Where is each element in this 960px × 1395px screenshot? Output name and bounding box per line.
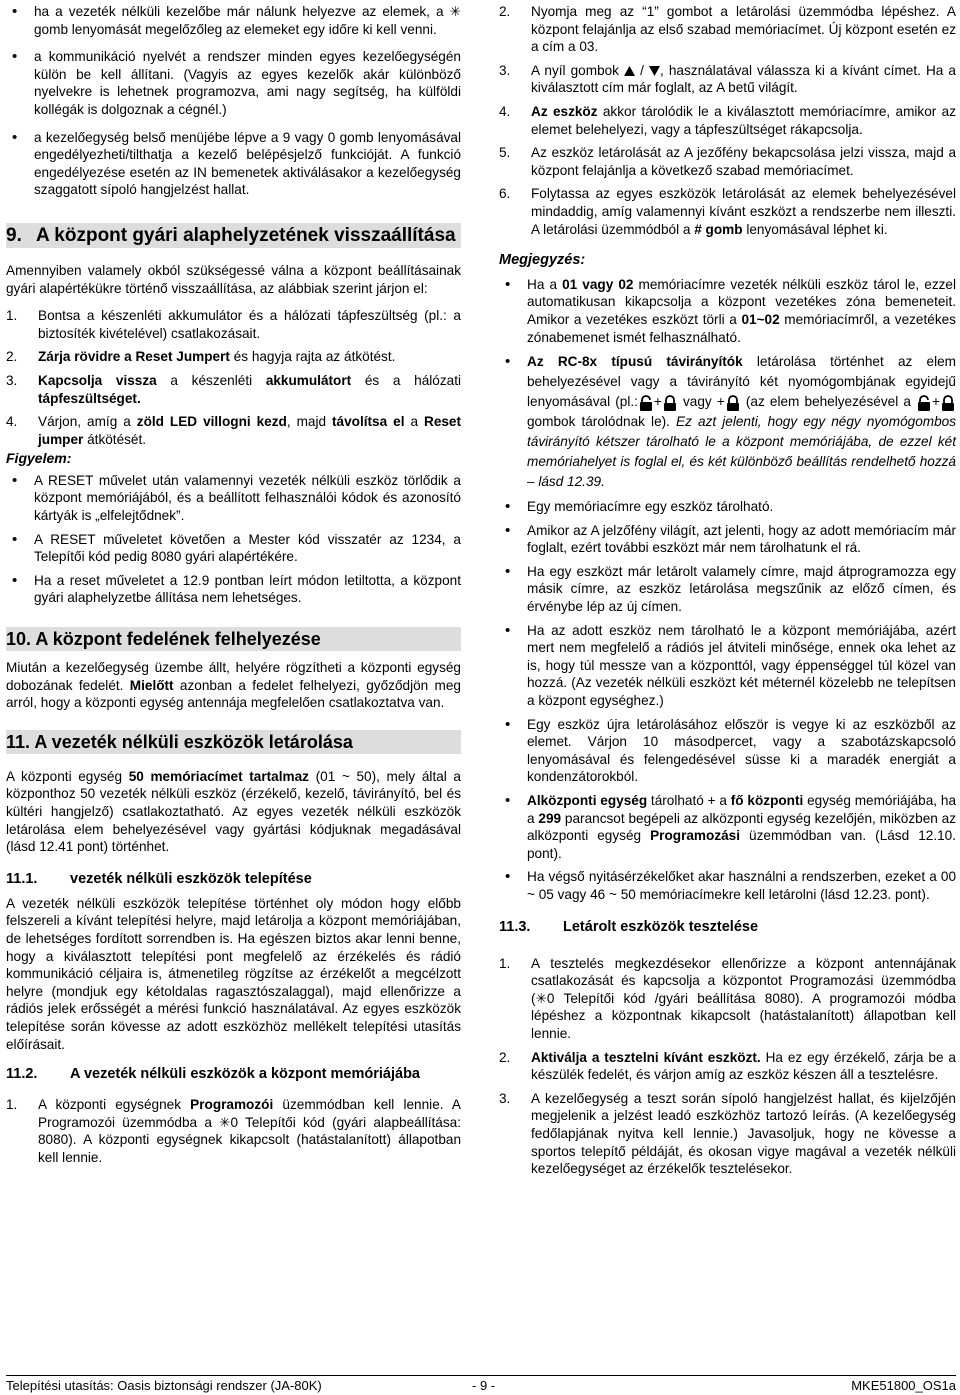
bullet-text: letárolása történhet az elem behelyezésével vagy a távirányító két nyomógombjának egyidejű lenyomásával (pl.: bbox=[527, 354, 957, 410]
step-emphasis: zöld LED villogni kezd bbox=[136, 414, 287, 430]
step-emphasis: Kapcsolja vissza bbox=[38, 372, 157, 388]
step-item: 2. Nyomja meg az “1” gombot a letárolási üzemmódba lépéshez. A központ felajánlja az első szabad memóriacímet. Új központ esetén ez a cím a 03. bbox=[499, 4, 956, 55]
bullet-text: Egy eszköz újra letárolásához először is vegye ki az eszközből az elemet. Várjon 10 másodpercet, vagy a szabotázskapcsoló lenyomásával és felengedésével süsse ki a maradék energiát a kondenzátorokból. bbox=[527, 716, 956, 785]
step-text: , majd bbox=[286, 414, 333, 430]
step-emphasis: tápfeszültséget. bbox=[38, 390, 141, 406]
figyelem-label: Figyelem: bbox=[6, 450, 72, 467]
bullet-text: Amikor az A jelzőfény világít, azt jelenti, hogy az adott memóriacím már foglalt, ezért további eszközt már nem tárolhatunk el rá. bbox=[527, 522, 956, 556]
step-text: üzemmódban kell lennie. A Programozói üzemmódba a ✳0 Telepítői kód (gyári alapbeállítása: 8080). A központi egységnek kikapcsolt (hatástalanított) állapotban kell lennie. bbox=[38, 1097, 461, 1165]
section-9-intro: Amennyiben valamely okból szükségessé válna a központ beállításainak gyári alapértékükre történő visszaállítása, az alábbiak szerint járjon el: bbox=[6, 262, 461, 296]
unlock-icon bbox=[916, 395, 932, 411]
section-title: A vezeték nélküli eszközök a központ memóriájába bbox=[70, 1066, 420, 1083]
bullet-emphasis: 01 vagy 02 bbox=[562, 276, 634, 292]
paragraph-text: Miután a kezelőegység üzembe állt, helyére rögzítheti a központi egység dobozának fedelét. bbox=[6, 660, 461, 693]
bullet-text: Ha a bbox=[527, 276, 563, 292]
step-item: 1. Bontsa a készenléti akkumulátor és a hálózati tápfeszültség (pl.: a biztosíték kivételével) csatlakozásait. bbox=[6, 308, 461, 341]
section-number: 11.2. bbox=[6, 1066, 38, 1083]
bullet-text: A RESET művelet után valamennyi vezeték nélküli eszköz törlődik a központ memóriájából, és a beállított felhasználói kódok és azonosító kártyák is „elfelejtődnek”. bbox=[34, 472, 461, 524]
section-number: 11. bbox=[6, 731, 31, 752]
step-text: / bbox=[635, 62, 649, 78]
bullet-item bbox=[6, 48, 461, 118]
step-text: és hagyja rajta az átkötést. bbox=[229, 349, 396, 365]
bullet-item bbox=[499, 563, 956, 616]
lock-icon bbox=[662, 395, 678, 411]
bullet-item bbox=[6, 472, 461, 525]
step-text: akkor tárolódik le a kiválasztott memóriacímre, amikor az elemet belehelyezi, vagy a tápfeszültséget rákapcsolja. bbox=[531, 103, 957, 137]
step-emphasis: Az eszköz bbox=[531, 103, 598, 119]
unlock-icon bbox=[638, 395, 654, 411]
step-emphasis: # gomb bbox=[694, 221, 743, 237]
bullet-emphasis: 299 bbox=[538, 810, 562, 826]
step-text: A tesztelés megkezdésekor ellenőrizze a központ antennájának csatlakozását és kapcsolja a központot Programozási üzemmódba (✳0 Telepítői kód /gyári beállítása 8080). A programozói módba lépéshez a központnak kikapcsolt (hatástalanított) állapotban kell lennie. bbox=[531, 955, 956, 1041]
bullet-emphasis: 01~02 bbox=[741, 311, 780, 327]
step-item: 6. Folytassa az egyes eszközök letárolását az elemek behelyezésével mindaddig, amíg valamennyi kívánt eszközt a rendszerbe nem illeszti. A letárolási üzemmódból a # gomb lenyomásával léphet ki. bbox=[499, 186, 956, 237]
step-text: Folytassa az egyes eszközök letárolását az elemek behelyezésével mindaddig, amíg valamennyi kívánt eszközt a rendszerbe nem illeszti. A letárolási üzemmódból a bbox=[531, 186, 956, 237]
paragraph-emphasis: 50 memóriacímet tartalmaz bbox=[128, 768, 309, 784]
section-11-1-text: A vezeték nélküli eszközök telepítése történhet oly módon hogy előbb felszereli a kívánt telepítési helyre, majd letárolja a központ memóriájában, de lehetséges fordított sorrendben is. Ha egészen biztos akar lenni benne, hogy a kiválasztott telepítési pont megfelelő az érzékelés és rádió kommunikáció céljaira is, átmenetileg rögzítse az érzékelőt a megcélzott helyre (mondjuk egy kétoldalas ragasztószalaggal), majd ellenőrizze a rádiós jelek erősségét a mérési funkció használatával. Az egyes eszközök telepítése során kövesse az adott eszközhöz mellékelt telepítési utasítás előírásait. bbox=[6, 895, 461, 1052]
section-11-2-heading bbox=[6, 1065, 461, 1084]
paragraph-text: azonban a fedelet felhelyezi, győződjön meg arról, hogy a központi egység antennája megfelelően csatlakoztatva van. bbox=[6, 677, 461, 711]
bullet-item bbox=[6, 531, 461, 566]
bullet-text: A RESET műveletet követően a Mester kód visszatér az 1234, a Telepítői kód pedig 8080 gyári alapértékére. bbox=[34, 531, 461, 565]
bullet-text: egység memóriájába, ha a bbox=[527, 793, 957, 826]
bullet-item bbox=[6, 572, 461, 607]
section-9-heading bbox=[6, 223, 461, 248]
page-number: - 9 - bbox=[472, 1378, 496, 1393]
step-text: A nyíl gombok bbox=[531, 62, 625, 78]
step-text: lenyomásával léphet ki. bbox=[742, 221, 888, 237]
step-item: 5. Az eszköz letárolását az A jezőfény bekapcsolása jelzi vissza, majd a központ felajánlja a következő szabad memóriacímet. bbox=[499, 145, 956, 178]
section-title: Letárolt eszközök tesztelése bbox=[563, 918, 759, 935]
footer-rule bbox=[6, 1375, 956, 1376]
paragraph-emphasis: Mielőtt bbox=[129, 677, 174, 693]
arrow-up-icon bbox=[624, 66, 635, 76]
step-item: 1. A központi egységnek Programozói üzemmódban kell lennie. A Programozói üzemmódba a ✳0 Telepítői kód (gyári alapbeállítása: 8080). A központi egységnek kikapcsolt (hatástalanított) állapotban kell lennie. bbox=[6, 1097, 461, 1165]
bullet-emphasis: fő központi bbox=[730, 793, 804, 808]
left-column bbox=[6, 0, 461, 1167]
section-title: vezeték nélküli eszközök telepítése bbox=[70, 870, 312, 887]
step-item: 2. Zárja rövidre a Reset Jumpert és hagyja rajta az átkötést. bbox=[6, 349, 396, 365]
page-footer bbox=[6, 1378, 956, 1394]
bullet-emphasis: Programozási bbox=[650, 828, 741, 844]
step-text: Az eszköz letárolását az A jezőfény bekapcsolása jelzi vissza, majd a központ felajánlja a következő szabad memóriacímet. bbox=[531, 145, 956, 178]
footer-doc-code: MKE51800_OS1a bbox=[851, 1378, 956, 1393]
section-number: 11.3. bbox=[499, 918, 531, 935]
lock-icon bbox=[725, 395, 741, 411]
section-number: 10. bbox=[6, 629, 32, 650]
bullet-text: memóriacímre vezeték nélküli eszköz tárol le, ezzel automatikusan kikapcsolja a központ vezetékes zóna bemeneteit. Amikor a vezetékes eszközt törli a bbox=[527, 276, 956, 327]
section-title: A központ fedelének felhelyezése bbox=[35, 629, 321, 650]
bullet-text: Ha a reset műveletet a 12.9 pontban leírt módon letiltotta, a központ gyári alaphelyzetbe állítása nem lehetséges. bbox=[34, 572, 461, 606]
footer-doc-title: Telepítési utasítás: Oasis biztonsági rendszer (JA-80K) bbox=[6, 1378, 322, 1393]
section-11-text bbox=[6, 768, 461, 856]
step-emphasis: Zárja rövidre a Reset Jumpert bbox=[38, 349, 230, 365]
step-item: 4. Várjon, amíg a zöld LED villogni kezd, majd távolítsa el a Reset jumper átkötését. bbox=[6, 414, 462, 447]
section-title: A központ gyári alaphelyzetének visszaállítása bbox=[36, 224, 456, 246]
step-emphasis: Aktiválja a tesztelni kívánt eszközt. bbox=[531, 1049, 761, 1065]
bullet-italic-text: Ez azt jelenti, hogy egy négy nyomógombos távirányító kétszer tárolható le a központ memóriájába, de ezzel két memóriahelyet is foglal el, és két különböző beállítás rendelhető hozzá – lásd 12.39. bbox=[527, 414, 956, 490]
step-text: , használatával válassza ki a kívánt címet. Ha a kiválasztott cím már foglalt, az A betű világít. bbox=[531, 62, 956, 96]
step-item: 4. Az eszköz akkor tárolódik le a kiválasztott memóriacímre, amikor az elemet belehelyezi, vagy a tápfeszültséget rákapcsolja. bbox=[499, 103, 957, 137]
bullet-text: Egy memóriacímre egy eszköz tárolható. bbox=[527, 499, 774, 515]
step-item: 1. A tesztelés megkezdésekor ellenőrizze a központ antennájának csatlakozását és kapcsolja a központot Programozási üzemmódba (✳0 Telepítői kód /gyári beállítása 8080). A programozói módba lépéshez a központnak kikapcsolt (hatástalanított) állapotban kell lennie. bbox=[499, 955, 956, 1041]
bullet-text: Ha az adott eszköz nem tárolható le a központ memóriájába, azért mert nem megfelelő a rádiós jel átviteli minősége, ennek oka lehet az is, hogy túl messze van a központtól, vagy éppenséggel túl közel van hozzá. (Az vezeték nélküli eszközt két méternél közelebb ne telepítsen a központ egységhez.) bbox=[527, 622, 956, 709]
section-11-1-heading bbox=[6, 870, 461, 889]
bullet-item bbox=[499, 868, 956, 903]
bullet-text: Ha végső nyitásérzékelőket akar használni a rendszerben, ezeket a 00 ~ 05 vagy 46 ~ 50 memóriacímekre kell letárolni (lásd 12.23. pont). bbox=[527, 869, 956, 902]
paragraph-text: A központi egység bbox=[6, 768, 129, 784]
step-emphasis: Reset jumper bbox=[38, 414, 462, 447]
step-emphasis: akkumulátort bbox=[265, 372, 352, 388]
step-text: Ha ez egy érzékelő, zárja be a készülék fedelét, és várjon amíg az eszköz készen áll a tesztelésre. bbox=[531, 1049, 956, 1083]
bullet-text: ha a vezeték nélküli kezelőbe már nálunk helyezve az elemek, a ✳ gomb lenyomását megelőzőleg az elemeket egy időre ki kell venni. bbox=[34, 4, 461, 37]
step-item: 3. Kapcsolja vissza a készenléti akkumulátort és a hálózati tápfeszültséget. bbox=[6, 372, 462, 406]
bullet-item bbox=[6, 129, 461, 199]
step-text: Bontsa a készenléti akkumulátor és a hálózati tápfeszültség (pl.: a biztosíték kivételével) csatlakozásait. bbox=[38, 308, 461, 341]
section-number: 11.1. bbox=[6, 870, 38, 887]
step-text: Nyomja meg az “1” gombot a letárolási üzemmódba lépéshez. A központ felajánlja az első szabad memóriacímet. Új központ esetén ez a cím a 03. bbox=[531, 4, 956, 55]
bullet-text: (az elem behelyezésével a bbox=[740, 394, 917, 410]
bullet-text: tárolható + a bbox=[647, 793, 731, 808]
step-item: 3. A nyíl gombok / , használatával válassza ki a kívánt címet. Ha a kiválasztott cím már foglalt, az A betű világít. bbox=[499, 62, 956, 96]
lock-icon bbox=[940, 395, 956, 411]
bullet-item bbox=[499, 522, 956, 557]
step-emphasis: távolítsa el bbox=[332, 414, 405, 430]
bullet-text: gombok tárolódnak le). bbox=[527, 414, 677, 430]
paragraph-text: (01 ~ 50), mely által a központhoz 50 vezeték nélküli eszköz (érzékelő, kezelő, távirányító, bel és kültéri hangjelző) csatlakoztatható. Az egyes vezeték nélküli eszközök letárolása elem behelyezésével vagy gyártási kódjuknak megadásával (lásd 12.41 pont) történhet. bbox=[6, 768, 461, 855]
bullet-item bbox=[499, 622, 956, 710]
arrow-down-icon bbox=[649, 66, 660, 76]
bullet-emphasis: Az RC-8x típusú távirányítók bbox=[527, 354, 743, 370]
bullet-text: vagy bbox=[677, 394, 717, 410]
step-text: és a hálózati bbox=[351, 372, 462, 388]
right-column bbox=[499, 0, 956, 1178]
section-11-3-heading bbox=[499, 918, 956, 937]
section-11-heading bbox=[6, 730, 461, 754]
step-item: 2. Aktiválja a tesztelni kívánt eszközt. Ha ez egy érzékelő, zárja be a készülék fedelét, és várjon amíg az eszköz készen áll a tesztelésre. bbox=[499, 1049, 956, 1083]
step-text: a bbox=[404, 414, 424, 430]
step-text: A kezelőegység a teszt során sípoló hangjelzést hallat, és kijelzőjén megjelenik a jelzést leadó eszközhöz tartozó leírás. (A kezelőegység fedőlapjának nyitva kell lennie.) Javasoljuk, hogy ne kövesse a sportos telepítő példáját, és okosan vigye magával a vezeték nélküli kezelőegységet az érzékelők tesztelésekor. bbox=[531, 1090, 956, 1177]
section-10-heading bbox=[6, 627, 461, 651]
bullet-item bbox=[499, 716, 956, 786]
section-title: A vezeték nélküli eszközök letárolása bbox=[34, 731, 353, 752]
step-emphasis: Programozói bbox=[190, 1097, 274, 1113]
bullet-item: • Az RC-8x típusú távirányítók letárolása történhet az elem behelyezésével vagy a távirányító két nyomógombjának egyidejű lenyomásával (pl.: + vagy + (az elem behelyezésével a + gombok tárolódnak le). Ez azt jelenti, hogy egy négy nyomógombos távirányító kétszer tárolható le a központ memóriájába, de ezzel két memóriahelyet is foglal el, és két különböző beállítás rendelhető hozzá – lásd 12.39. bbox=[499, 352, 956, 492]
bullet-text: Ha egy eszközt már letárolt valamely címre, majd átprogramozza egy másik címre, az eszköz letárolása megszűnik az előző címen, és érvénybe lép az új címen. bbox=[527, 563, 956, 615]
bullet-text: a kezelőegység belső menüjébe lépve a 9 vagy 0 gomb lenyomásával engedélyezheti/tilthatja a kezelő belépésjelző funkcióját. A funkció engedélyezése esetén az IN bemenetek aktiválásakor a kezelőegység szaggatott sípoló hangjelzést hallat. bbox=[34, 129, 461, 198]
section-10-text bbox=[6, 659, 461, 712]
step-text: A központi egységnek bbox=[38, 1097, 191, 1113]
bullet-emphasis: Alközponti egység bbox=[527, 793, 648, 808]
step-text: Várjon, amíg a bbox=[38, 414, 137, 430]
step-item: 3. A kezelőegység a teszt során sípoló hangjelzést hallat, és kijelzőjén megjelenik a jelzést leadó eszközhöz tartozó leírás. (A kezelőegység fedőlapjának nyitva kell lennie.) Javasoljuk, hogy ne kövesse a sportos telepítő példáját, és okosan vigye magával a vezeték nélküli kezelőegységet az érzékelők tesztelésekor. bbox=[499, 1090, 956, 1177]
bullet-item bbox=[6, 3, 461, 38]
bullet-text: parancsot begépeli az alközponti egység kezelőjén, miközben az alközponti egység bbox=[527, 810, 957, 844]
bullet-item bbox=[499, 792, 956, 862]
bullet-text: memóriacímről, a vezetékes zónabemenet ismét felhasználható. bbox=[527, 311, 956, 345]
bullet-text: üzemmódban van. (Lásd 12.10. pont). bbox=[527, 828, 956, 861]
bullet-text: a kommunikáció nyelvét a rendszer minden egyes kezelőegységén külön be kell állítani. (Vagyis az egyes kezelők akár különböző nyelvekre is lehetnek programozva, ami nagy segítség, ha külföldi kollégák is dolgoznak a cégnél.) bbox=[34, 49, 461, 117]
bullet-item bbox=[499, 276, 956, 346]
bullet-item bbox=[499, 498, 956, 516]
megjegyzes-label: Megjegyzés: bbox=[499, 252, 586, 269]
section-number: 9. bbox=[6, 224, 22, 246]
step-text: a készenléti bbox=[156, 372, 266, 388]
step-text: átkötését. bbox=[83, 431, 147, 447]
